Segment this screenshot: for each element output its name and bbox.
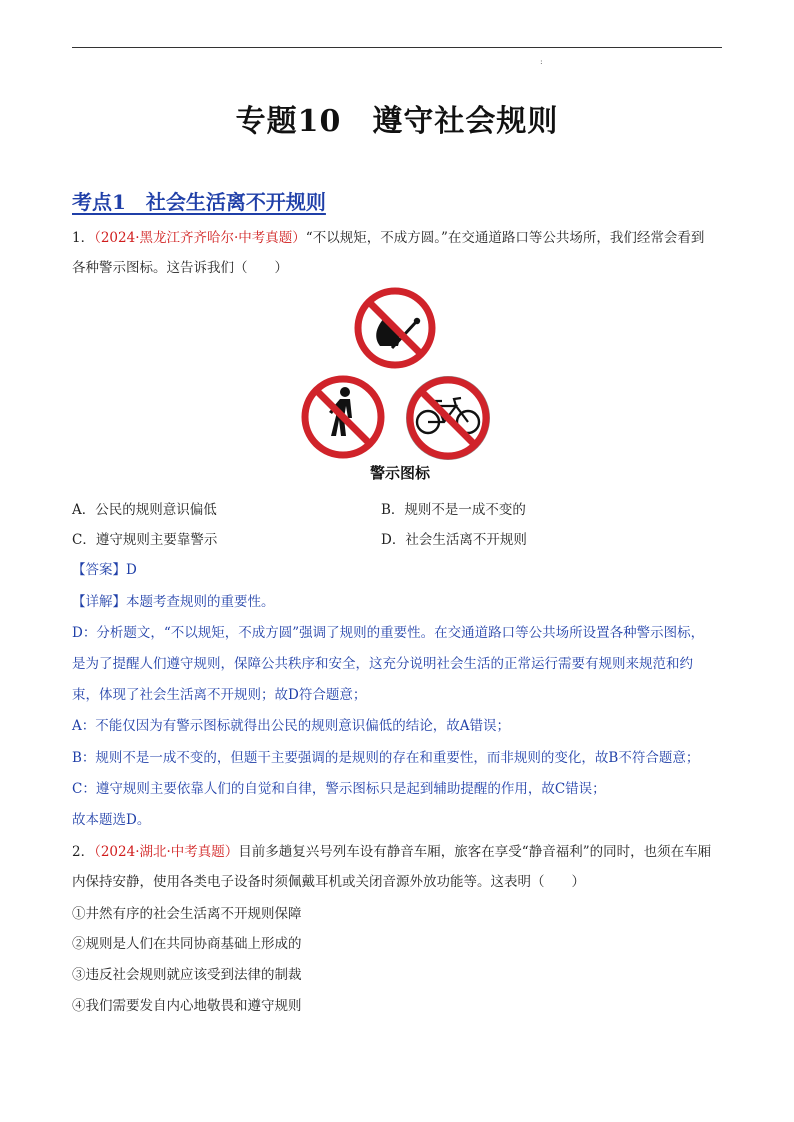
- q2-statement-4: ④我们需要发自内心地敬畏和遵守规则: [72, 998, 302, 1014]
- answer-value: D: [126, 562, 137, 578]
- detail-intro: 本题考查规则的重要性。: [126, 594, 275, 610]
- q2-statement-2: ②规则是人们在共同协商基础上形成的: [72, 936, 302, 952]
- explain-c: C：遵守规则主要依靠人们的自觉和自律，警示图标只是起到辅助提醒的作用，故C错误；: [72, 781, 606, 797]
- section-heading: 考点1 社会生活离不开规则: [72, 190, 326, 214]
- q1-answer: [72, 560, 137, 580]
- no-fire-sign-icon: [358, 291, 432, 365]
- explain-b: B：规则不是一成不变的，但题干主要强调的是规则的存在和重要性，而非规则的变化，故B不符合题意；: [72, 750, 700, 766]
- q1-conclusion: 故本题选D。: [72, 812, 151, 828]
- no-bicycle-sign-icon: [407, 377, 489, 459]
- figure-caption: 警示图标: [369, 464, 430, 482]
- q2-source: （2024·湖北·中考真题）: [94, 844, 239, 860]
- q2-stem-line2: 内保持安静，使用各类电子设备时须佩戴耳机或关闭音源外放功能等。这表明（ ）: [72, 874, 585, 890]
- header-rule: [72, 47, 722, 48]
- no-pedestrian-sign-icon: [305, 379, 381, 455]
- q1-option-d: D．社会生活离不开规则: [381, 532, 527, 548]
- q1-number: 1．: [72, 230, 95, 246]
- q2-stem-line1: [72, 842, 711, 862]
- detail-label: 【详解】: [72, 594, 126, 610]
- q1-stem-line1: [72, 228, 704, 248]
- q1-option-c: C．遵守规则主要靠警示: [72, 532, 218, 548]
- explain-d-line3: 束，体现了社会生活离不开规则；故D符合题意；: [72, 687, 367, 703]
- q1-stem-line2: 各种警示图标。这告诉我们（ ）: [72, 260, 288, 276]
- warning-signs-figure: [296, 284, 496, 484]
- page-title: 专题10 遵守社会规则: [235, 104, 559, 139]
- q2-stem-text: 目前多趟复兴号列车设有静音车厢，旅客在享受“静音福利”的同时，也须在车厢: [238, 844, 712, 860]
- q1-detail: [72, 592, 275, 612]
- q2-statement-1: ①井然有序的社会生活离不开规则保障: [72, 906, 302, 922]
- q1-option-a: A．公民的规则意识偏低: [72, 502, 217, 518]
- explain-a: A：不能仅因为有警示图标就得出公民的规则意识偏低的结论，故A错误；: [72, 718, 510, 734]
- q2-statement-3: ③违反社会规则就应该受到法律的制裁: [72, 967, 302, 983]
- explain-d-line1: D：分析题文，“不以规矩，不成方圆”强调了规则的重要性。在交通道路口等公共场所设置各种警示图标，: [72, 625, 705, 641]
- q1-source: （2024·黑龙江齐齐哈尔·中考真题）: [94, 230, 306, 246]
- header-mark: :: [540, 57, 543, 66]
- answer-label: 【答案】: [72, 562, 126, 578]
- q1-stem-text: “不以规矩，不成方圆。”在交通道路口等公共场所，我们经常会看到: [305, 230, 705, 246]
- q1-option-b: B．规则不是一成不变的: [381, 502, 526, 518]
- explain-d-line2: 是为了提醒人们遵守规则，保障公共秩序和安全，这充分说明社会生活的正常运行需要有规则来规范和约: [72, 656, 693, 672]
- q2-number: 2．: [72, 844, 95, 860]
